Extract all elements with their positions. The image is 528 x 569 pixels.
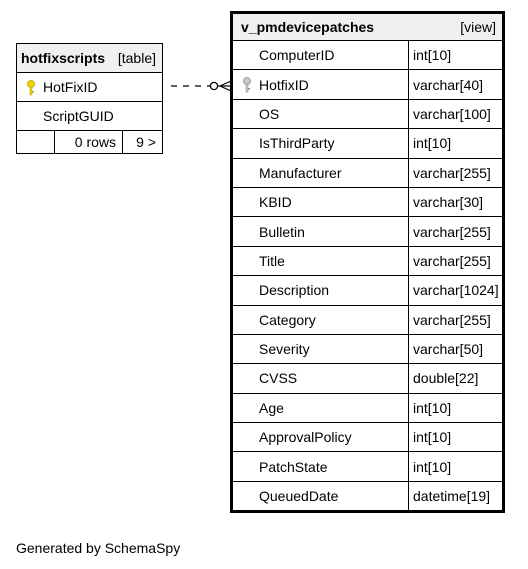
column-name-cell[interactable] — [232, 452, 409, 481]
column-row-os[interactable] — [232, 99, 504, 128]
view-columns — [232, 41, 504, 512]
foreign-key-icon — [242, 77, 252, 93]
column-name: KBID — [259, 194, 292, 211]
column-name-cell[interactable] — [232, 41, 409, 70]
column-name-cell[interactable] — [232, 334, 409, 363]
column-name-cell[interactable] — [232, 187, 409, 216]
zero-marker — [210, 82, 217, 89]
column-name: HotFixID — [43, 79, 98, 95]
column-name: IsThirdParty — [259, 135, 335, 152]
column-row-computerid[interactable] — [232, 41, 504, 70]
column-row-kbid[interactable] — [232, 187, 504, 216]
column-name-cell[interactable] — [232, 393, 409, 422]
column-name: PatchState — [259, 458, 328, 475]
column-name: Manufacturer — [259, 164, 342, 181]
column-name: Age — [259, 399, 284, 416]
footer-credit: Generated by SchemaSpy — [16, 540, 181, 556]
column-name: Title — [259, 252, 285, 269]
column-name: Description — [259, 282, 330, 299]
column-type: int[10] — [409, 41, 504, 70]
column-type: int[10] — [409, 393, 504, 422]
column-name: ApprovalPolicy — [259, 429, 352, 446]
column-name: QueuedDate — [259, 488, 339, 505]
column-type: varchar[40] — [409, 70, 504, 99]
column-name-cell[interactable] — [232, 423, 409, 452]
column-type: varchar[50] — [409, 334, 504, 363]
column-type: int[10] — [409, 423, 504, 452]
column-type: varchar[255] — [409, 246, 504, 275]
column-type: int[10] — [409, 452, 504, 481]
column-type: varchar[255] — [409, 158, 504, 187]
column-type: datetime[19] — [409, 481, 504, 511]
table-header — [232, 13, 504, 41]
column-type: varchar[100] — [409, 99, 504, 128]
column-type: varchar[30] — [409, 187, 504, 216]
column-name-cell[interactable] — [232, 99, 409, 128]
column-name: Severity — [259, 341, 310, 358]
column-row-cvss[interactable] — [232, 364, 504, 393]
children-link[interactable]: 9 > — [123, 131, 163, 154]
column-name: Bulletin — [259, 223, 305, 240]
column-row-patchstate[interactable] — [232, 452, 504, 481]
column-name: Category — [259, 311, 316, 328]
column-row-bulletin[interactable] — [232, 217, 504, 246]
column-type: varchar[255] — [409, 217, 504, 246]
column-name-cell[interactable] — [232, 276, 409, 305]
column-type: int[10] — [409, 129, 504, 158]
column-name: ScriptGUID — [43, 108, 114, 124]
column-row-severity[interactable] — [232, 334, 504, 363]
column-row-title[interactable] — [232, 246, 504, 275]
table-v-pmdevicepatches[interactable] — [230, 11, 505, 513]
column-name: CVSS — [259, 370, 298, 387]
column-row-isthirdparty[interactable] — [232, 129, 504, 158]
table-name: v_pmdevicepatches — [241, 19, 375, 35]
column-name: HotfixID — [259, 76, 309, 93]
column-row-approvalpolicy[interactable] — [232, 423, 504, 452]
column-row-manufacturer[interactable] — [232, 158, 504, 187]
column-name: OS — [259, 105, 280, 122]
column-name-cell[interactable] — [232, 481, 409, 511]
column-name-cell[interactable] — [232, 217, 409, 246]
column-name-cell[interactable] — [232, 246, 409, 275]
column-row-age[interactable] — [232, 393, 504, 422]
column-type: varchar[255] — [409, 305, 504, 334]
column-name-cell[interactable] — [232, 305, 409, 334]
column-type: double[22] — [409, 364, 504, 393]
column-type: varchar[1024] — [409, 276, 504, 305]
row-count: 0 rows — [55, 131, 123, 154]
column-row-description[interactable] — [232, 276, 504, 305]
column-name-cell[interactable] — [232, 158, 409, 187]
column-name-cell[interactable] — [232, 70, 409, 99]
table-name: hotfixscripts — [21, 50, 106, 66]
column-row-category[interactable] — [232, 305, 504, 334]
column-name: ComputerID — [259, 47, 335, 64]
column-name-cell[interactable] — [232, 129, 409, 158]
column-row-hotfixid[interactable] — [232, 70, 504, 99]
column-row-queueddate[interactable] — [232, 481, 504, 511]
column-name-cell[interactable] — [232, 364, 409, 393]
table-kind: [view] — [460, 19, 496, 35]
table-kind: [table] — [117, 50, 156, 66]
